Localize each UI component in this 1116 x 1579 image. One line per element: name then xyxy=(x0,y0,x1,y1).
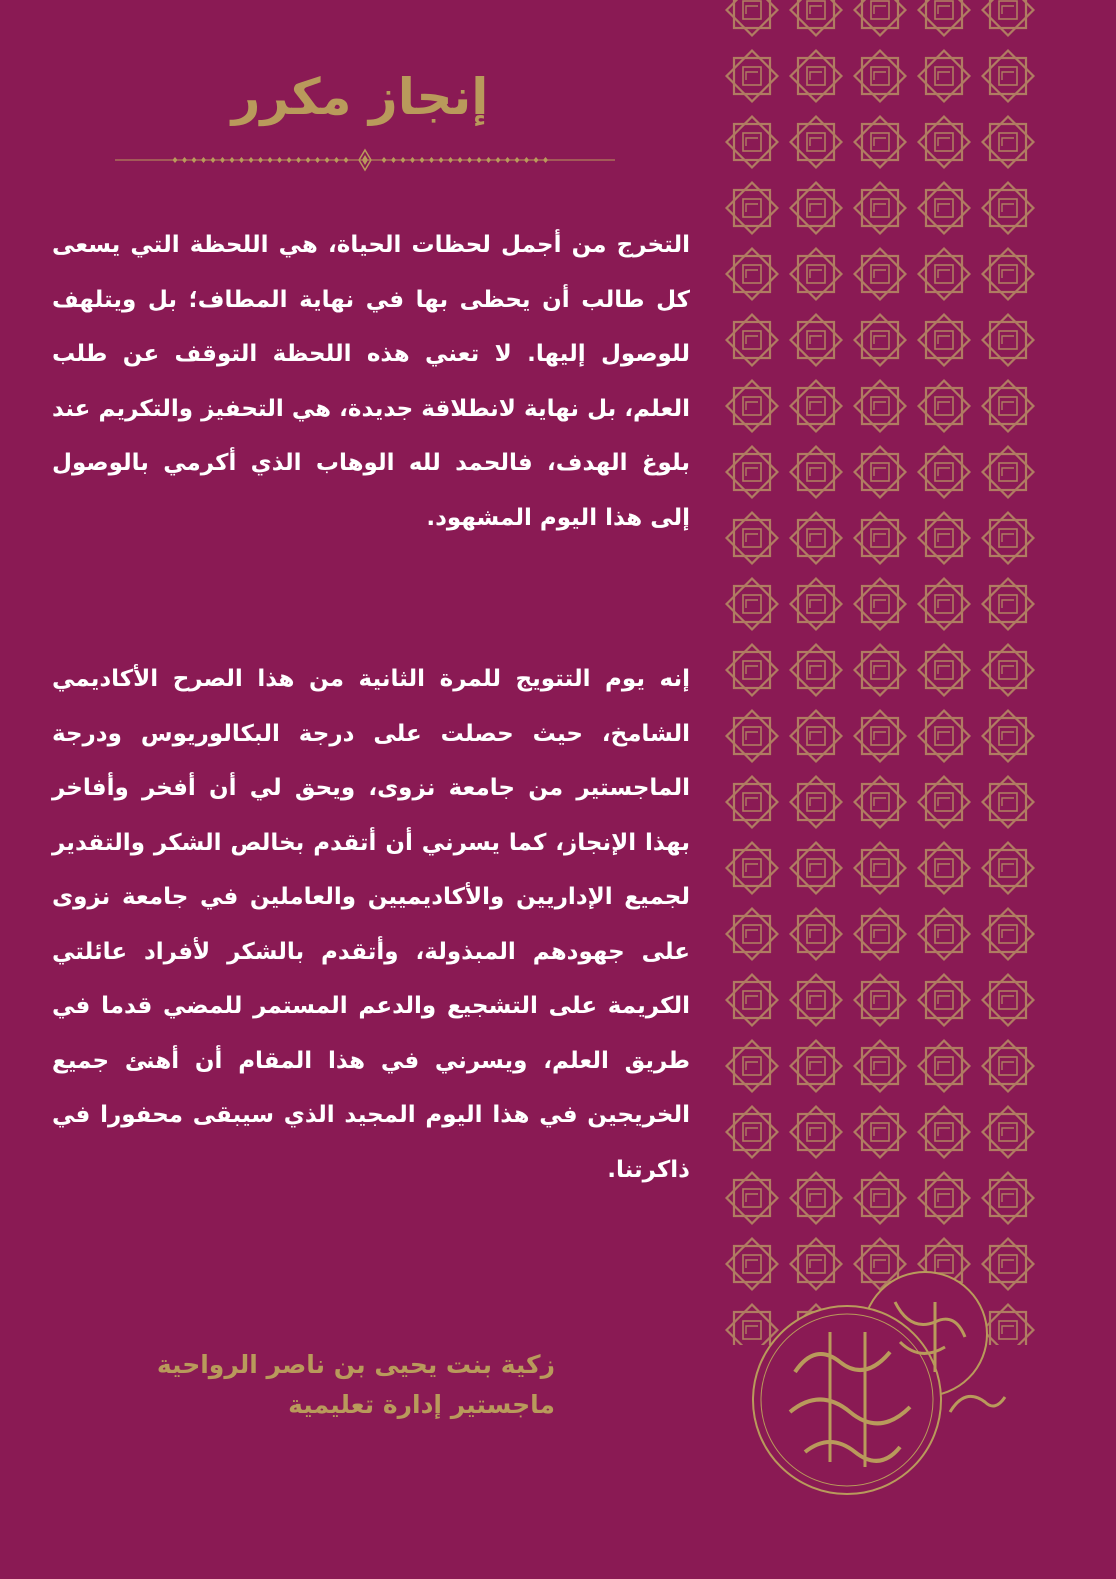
divider-dot xyxy=(420,157,425,163)
pattern-tile xyxy=(791,909,842,960)
pattern-tile xyxy=(855,777,906,828)
pattern-tile xyxy=(791,975,842,1026)
divider-dot xyxy=(334,157,339,163)
pattern-tile xyxy=(919,909,970,960)
divider-dot xyxy=(239,157,244,163)
pattern-tile xyxy=(919,975,970,1026)
pattern-tile xyxy=(791,711,842,762)
pattern-tile xyxy=(919,381,970,432)
pattern-tile xyxy=(855,1173,906,1224)
pattern-tile xyxy=(727,909,778,960)
pattern-tile xyxy=(983,777,1034,828)
pattern-tile xyxy=(791,1173,842,1224)
pattern-tile xyxy=(983,909,1034,960)
divider-dot xyxy=(401,157,406,163)
divider-dot xyxy=(543,157,548,163)
pattern-tile xyxy=(791,1041,842,1092)
pattern-tile xyxy=(983,843,1034,894)
pattern-tile xyxy=(919,117,970,168)
pattern-tile xyxy=(727,315,778,366)
pattern-tile xyxy=(855,513,906,564)
pattern-tile xyxy=(791,1107,842,1158)
pattern-tile xyxy=(983,183,1034,234)
divider-dot xyxy=(296,157,301,163)
divider-dot xyxy=(306,157,311,163)
divider-dot xyxy=(258,157,263,163)
divider-dot xyxy=(429,157,434,163)
pattern-tile xyxy=(919,843,970,894)
pattern-tile xyxy=(983,1107,1034,1158)
pattern-tile xyxy=(983,117,1034,168)
pattern-tile xyxy=(855,447,906,498)
paragraph-1: التخرج من أجمل لحظات الحياة، هي اللحظة التي يسعى كل طالب أن يحظى بها في نهاية المطاف؛ بل ويتلهف للوصول إليها. لا تعني هذه اللحظة التوقف عن طلب العلم، بل نهاية لانطلاقة جديدة، هي التحفيز والتكريم عند بلوغ الهدف، فالحمد لله الوهاب الذي أكرمي بالوصول إلى هذا اليوم المشهود. xyxy=(52,232,690,531)
pattern-tile xyxy=(983,0,1034,35)
pattern-tile xyxy=(983,579,1034,630)
divider-dot xyxy=(524,157,529,163)
divider-dot xyxy=(467,157,472,163)
pattern-tile xyxy=(855,0,906,35)
pattern-tile xyxy=(727,249,778,300)
pattern-tile xyxy=(919,1173,970,1224)
pattern-tile xyxy=(855,315,906,366)
divider-dot xyxy=(534,157,539,163)
pattern-tile xyxy=(855,579,906,630)
pattern-tile xyxy=(983,711,1034,762)
divider-dot xyxy=(391,157,396,163)
signature-name: زكية بنت يحيى بن ناصر الرواحية xyxy=(156,1350,555,1379)
pattern-tile xyxy=(791,51,842,102)
pattern-tile xyxy=(791,0,842,35)
divider-dot xyxy=(515,157,520,163)
divider-dot xyxy=(325,157,330,163)
pattern-tile xyxy=(855,645,906,696)
pattern-tile xyxy=(919,447,970,498)
pattern-tile xyxy=(791,249,842,300)
pattern-tile xyxy=(919,513,970,564)
pattern-tile xyxy=(855,1107,906,1158)
pattern-tile xyxy=(727,0,778,35)
pattern-tile xyxy=(727,1107,778,1158)
pattern-tile xyxy=(919,1041,970,1092)
divider-dot xyxy=(382,157,387,163)
pattern-tile xyxy=(727,1041,778,1092)
divider-dot xyxy=(315,157,320,163)
pattern-tile xyxy=(727,645,778,696)
pattern-tile xyxy=(919,711,970,762)
pattern-tile xyxy=(791,381,842,432)
pattern-tile xyxy=(727,183,778,234)
paragraph-2: إنه يوم التتويج للمرة الثانية من هذا الصرح الأكاديمي الشامخ، حيث حصلت على درجة البكالوريوس ودرجة الماجستير من جامعة نزوى، ويحق لي أن أفخر وأفاخر بهذا الإنجاز، كما يسرني أن أتقدم بخالص الشكر والتقدير لجميع الإداريين والأكاديميين والعاملين في جامعة نزوى على جهودهم المبذولة، وأتقدم بالشكر لأفراد عائلتي الكريمة على التشجيع والدعم المستمر للمضي قدما في طريق العلم، ويسرني في هذا المقام أن أهنئ جميع الخريجين في هذا اليوم المجيد الذي سيبقى محفورا في ذاكرتنا. xyxy=(52,666,690,1183)
divider-dot xyxy=(268,157,273,163)
pattern-tile xyxy=(983,1041,1034,1092)
pattern-tile xyxy=(919,249,970,300)
pattern-tile xyxy=(791,645,842,696)
pattern-tile xyxy=(855,1041,906,1092)
page-title: إنجاز مكرر xyxy=(231,68,489,126)
pattern-tile xyxy=(791,513,842,564)
pattern-tile xyxy=(855,381,906,432)
pattern-tile xyxy=(855,117,906,168)
divider-dot xyxy=(496,157,501,163)
divider-dot xyxy=(477,157,482,163)
pattern-tile xyxy=(727,1173,778,1224)
pattern-tile xyxy=(983,975,1034,1026)
pattern-tile xyxy=(919,0,970,35)
pattern-tile xyxy=(983,51,1034,102)
divider-dot xyxy=(220,157,225,163)
pattern-tile xyxy=(727,447,778,498)
pattern-tile xyxy=(855,711,906,762)
pattern-tile xyxy=(855,249,906,300)
pattern-tile xyxy=(791,117,842,168)
signature-degree: ماجستير إدارة تعليمية xyxy=(288,1390,555,1419)
divider-dot xyxy=(182,157,187,163)
pattern-tile xyxy=(727,579,778,630)
divider-dot xyxy=(211,157,216,163)
divider-dot xyxy=(410,157,415,163)
pattern-tile xyxy=(983,381,1034,432)
pattern-tile xyxy=(791,447,842,498)
pattern-tile xyxy=(919,183,970,234)
divider-dot xyxy=(458,157,463,163)
divider-dot xyxy=(287,157,292,163)
divider-dot xyxy=(505,157,510,163)
pattern-tile xyxy=(727,51,778,102)
pattern-tile xyxy=(983,447,1034,498)
divider-dot xyxy=(173,157,178,163)
divider-dot xyxy=(201,157,206,163)
pattern-tile xyxy=(855,183,906,234)
pattern-tile xyxy=(919,51,970,102)
pattern-tile xyxy=(919,579,970,630)
pattern-tile xyxy=(791,183,842,234)
pattern-tile xyxy=(855,975,906,1026)
pattern-tile xyxy=(791,843,842,894)
divider-dot xyxy=(230,157,235,163)
divider-dot xyxy=(448,157,453,163)
pattern-tile xyxy=(727,381,778,432)
pattern-tile xyxy=(791,315,842,366)
pattern-tile xyxy=(727,117,778,168)
pattern-tile xyxy=(855,909,906,960)
pattern-tile xyxy=(727,711,778,762)
divider-dot xyxy=(192,157,197,163)
pattern-tile xyxy=(983,315,1034,366)
divider-dot xyxy=(486,157,491,163)
pattern-tile xyxy=(983,645,1034,696)
pattern-tile xyxy=(919,315,970,366)
divider-dot xyxy=(277,157,282,163)
divider-dot xyxy=(249,157,254,163)
pattern-tile xyxy=(983,1173,1034,1224)
pattern-tile xyxy=(855,51,906,102)
divider-dot xyxy=(439,157,444,163)
graduation-seal-logo xyxy=(735,1262,1035,1502)
divider-dot xyxy=(344,157,349,163)
pattern-tile xyxy=(727,843,778,894)
pattern-tile xyxy=(791,579,842,630)
signature-block xyxy=(50,1345,555,1425)
pattern-tile xyxy=(727,513,778,564)
pattern-tile xyxy=(855,843,906,894)
pattern-tile xyxy=(919,1107,970,1158)
pattern-tile xyxy=(919,645,970,696)
pattern-tile xyxy=(791,777,842,828)
pattern-tile xyxy=(919,777,970,828)
decorative-pattern xyxy=(720,0,1040,1345)
pattern-tile xyxy=(727,777,778,828)
ornamental-divider xyxy=(115,148,615,172)
pattern-tile xyxy=(727,975,778,1026)
pattern-tile xyxy=(983,513,1034,564)
pattern-tile xyxy=(983,249,1034,300)
